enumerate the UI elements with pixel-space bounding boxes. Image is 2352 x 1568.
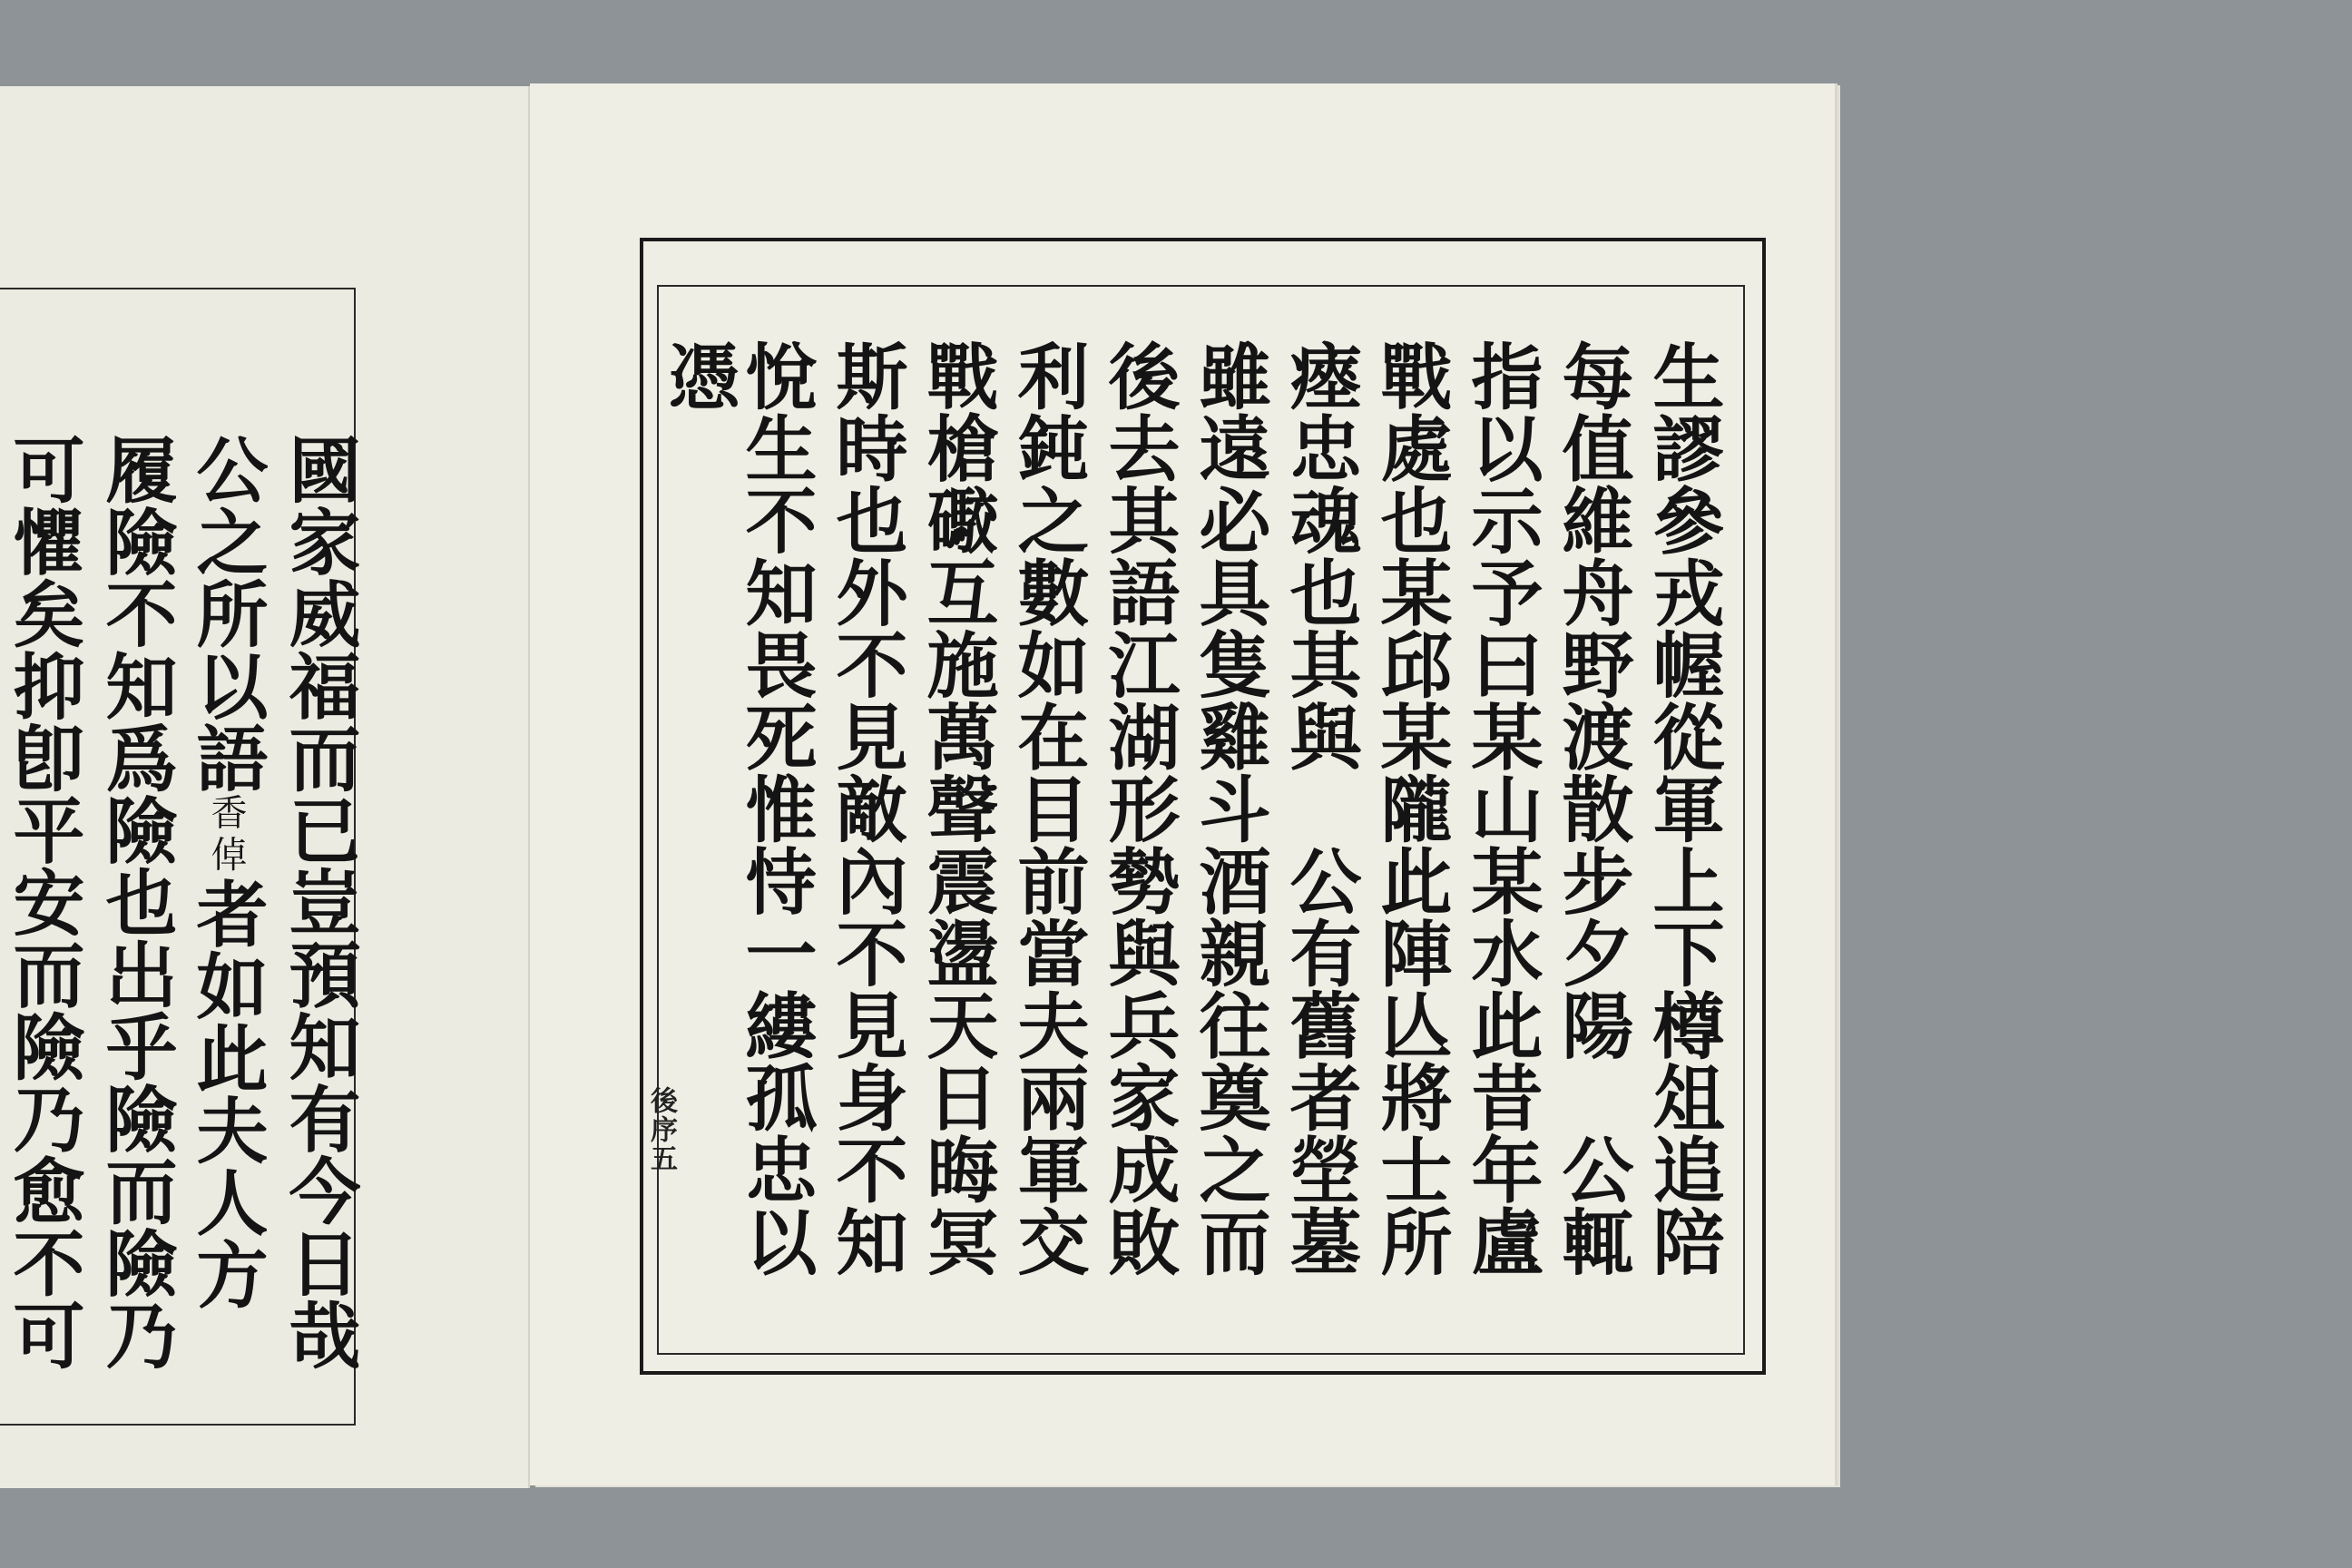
right-column-7: 後去其語江湖形勢與兵家成敗 <box>1096 339 1181 1278</box>
right-column-12: 憑 <box>656 339 740 412</box>
right-column-2: 每值維舟野渡散步夕陽 公輒 <box>1550 339 1634 1278</box>
right-column-3: 指以示予曰某山某水此昔年盧 <box>1459 339 1544 1278</box>
right-column-8: 利鈍之數如在目前當夫兩軍交 <box>1005 339 1090 1278</box>
left-column-4: 可懼矣抑卽平安而險乃愈不可 <box>1 433 85 1371</box>
left-column-1: 國家威福而已豈預知有今日哉 <box>277 433 361 1371</box>
right-column-10: 斯時也外不見敵內不見身不知 <box>824 339 908 1278</box>
left-column-2-text-b: 者如此夫人方 <box>184 877 269 1310</box>
right-column-6: 雖遠必具隻雞斗酒親往奠之而 <box>1187 339 1271 1278</box>
right-column-9: 戰槍礮互施萬聲震盪天日晦冥 <box>915 339 999 1278</box>
right-column-5: 瘞忠魂也其與 公有舊者塋墓 <box>1278 339 1362 1278</box>
left-column-2-text-a: 公之所以語 <box>184 433 269 794</box>
left-column-2 <box>184 433 269 1310</box>
right-column-4: 戰處也某邱某隴此陣亾將士所 <box>1368 339 1453 1278</box>
left-column-3: 履險不知爲險也出乎險而險乃 <box>93 433 178 1371</box>
right-column-11: 悅生不知畏死惟恃一縷孤忠以 <box>733 339 818 1278</box>
left-column-2-small-note: 香倬 <box>205 793 247 877</box>
left-page-text-block <box>0 433 361 1440</box>
right-page <box>530 83 1835 1485</box>
right-column-1: 生謬參戎幄從軍上下樽俎追陪 <box>1641 339 1725 1278</box>
left-page <box>0 86 530 1488</box>
fold-label: 後序五 <box>645 1086 677 1173</box>
